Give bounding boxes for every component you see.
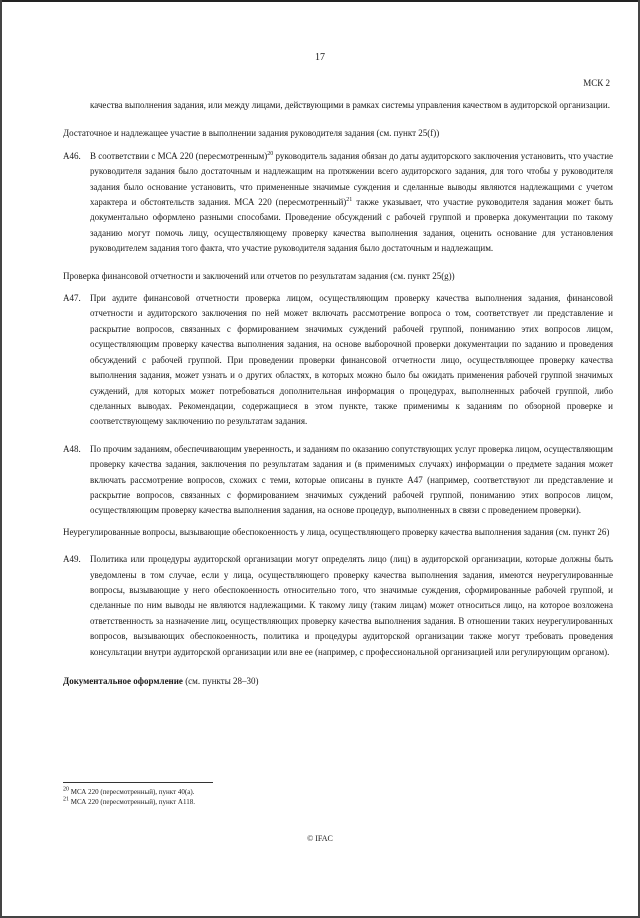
paragraph-a48 [63,442,613,519]
page-number: 17 [315,52,325,63]
paragraph-text: По прочим заданиям, обеспечивающим уверенность, и заданиям по оказанию сопутствующих услуг проверка лицом, осуществляющим проверку качества задания, заключения по результатам задания и (в применимых случаях) информации о предмете задания может включать рассмотрение вопросов, схожих с теми, которые описаны в пункте A47 (например, соответствуют ли представление и раскрытие вопросов, связанных с формированием значимых суждений рабочей группой, пониманию этих вопросов лицом, осуществляющим проверку качества выполнения задания, на основе процедур, выполненных в связи с проведением проверки). [90,443,613,516]
intro-continuation: качества выполнения задания, или между лицами, действующими в рамках системы управления качеством в аудиторской организации. [90,100,610,110]
footnote-ref: 20 [267,150,274,157]
paragraph-a47 [63,291,613,430]
footnote-separator [63,782,213,783]
paragraph-text: Политика или процедуры аудиторской организации могут определять лицо (лиц) в аудиторской организации, которые должны быть уведомлены в том случае, если у лица, осуществляющего проверку качества выполнения задания, имеются неурегулированные вопросы, вызывающие у него обеспокоенность относительно того, что значимые суждения, сформированные рабочей группой, и сделанные по ним выводы не являются надлежащими. К такому лицу (таким лицам) может относиться лицо, на которое возложена ответственность за назначение лиц, осуществляющих проверку качества выполнения задания. В отношении таких неурегулированных вопросов, вызывающих обеспокоенность, политика и процедуры аудиторской организации также могут требовать проведения консультации внутри аудиторской организации или вне ее (например, с профессиональной организацией или регулирующим органом). [90,554,613,657]
paragraph-text: В соответствии с МСА 220 (пересмотренным)$^{20}$ руководитель задания обязан до даты аудиторского заключения установить, что участие руководителя задания было достаточным и надлежащим на протяжении всего аудиторского задания, для того чтобы у руководителя задания было основание установить, что примененные значимые суждения и сделанные выводы являются надлежащими с учетом характера и обстоятельств задания. МСА 220 (пересмотренный)$^{21}$ также указывает, что участие руководителя задания может быть документально оформлено разными способами. Проведение обсуждений с рабочей группой и проверка документации по такому заданию могут помочь лицу, осуществляющему проверку качества выполнения задания, оценить основание для установления руководителем задания того факта, что участие руководителя задания было достаточным и надлежащим. [90,150,614,254]
copyright-footer: © IFAC [307,834,333,843]
footnote-ref: 21 [346,197,353,204]
paragraph-number: A49. [63,554,81,565]
section-heading-unresolved-matters: Неурегулированные вопросы, вызывающие обеспокоенность у лица, осуществляющего проверку качества выполнения задания (см. пункт 26) [63,526,610,537]
paragraph-a49 [63,552,613,660]
page-border-top [2,0,638,2]
section-heading-engagement-partner: Достаточное и надлежащее участие в выполнении задания руководителя задания (см. пункт 25(f)) [63,128,440,139]
paragraph-number: A46. [63,150,81,161]
paragraph-number: A47. [63,293,81,304]
footnote-20: $^{20}$ МСА 220 (пересмотренный), пункт 40(a). [63,786,195,796]
footnotes [63,787,195,807]
main-content [63,98,613,696]
page-border-left [0,0,2,918]
paragraph-text: При аудите финансовой отчетности проверка лицом, осуществляющим проверку качества выполнения задания, финансовой отчетности и аудиторского заключения по ней может включать рассмотрение вопроса о том, соответствует ли представление и раскрытие вопросов, связанных с формированием значимых суждений рабочей группой, пониманию этих вопросов лицом, осуществляющим проверку качества выполнения задания, на основе выборочной проверки документации по заданию и проведения обсуждений с рабочей группой. При проведении проверки финансовой отчетности лицо, осуществляющее проверку качества выполнения задания, может узнать и о других областях, в которых можно было бы ожидать применения рабочей группой значимых суждений, для которых может потребоваться дополнительная информация о процедурах, выполненных рабочей группой, либо сделанных выводах. Рекомендации, содержащиеся в этом пункте, также применимы к заданиям по обзорной проверке и соответствующему заключению по результатам задания. [90,293,613,427]
document-code: МСК 2 [583,78,610,88]
footnote-21: $^{21}$ МСА 220 (пересмотренный), пункт A118. [63,796,195,806]
paragraph-number: A48. [63,443,81,454]
section-heading-documentation: Документальное оформление (см. пункты 28–30) [63,676,259,686]
section-heading-financial-statements: Проверка финансовой отчетности и заключений или отчетов по результатам задания (см. пункт 25(g)) [63,270,455,281]
paragraph-a46 [63,149,613,257]
